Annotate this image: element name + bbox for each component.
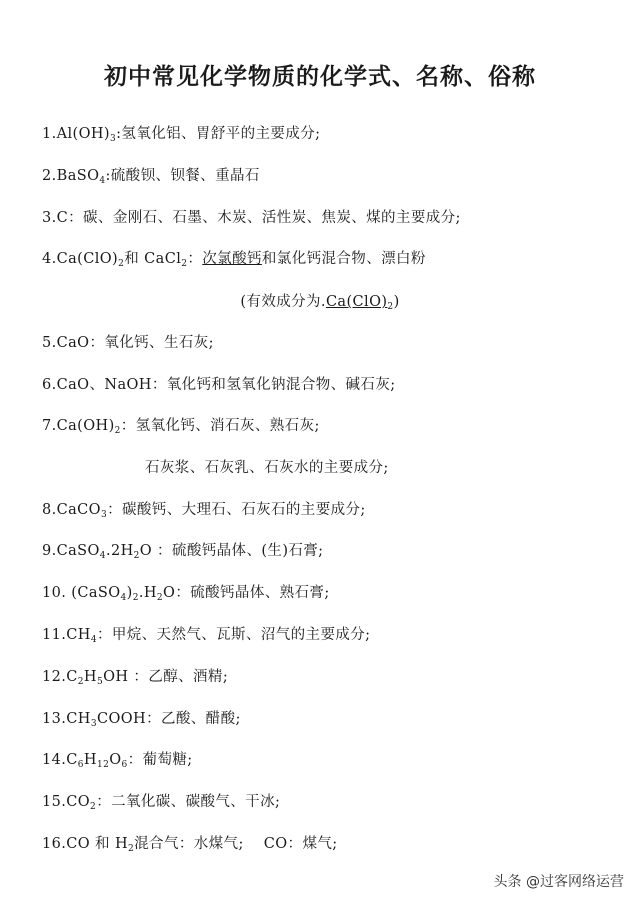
underlined-formula (326, 294, 394, 310)
line-text: .2H (105, 543, 134, 559)
line-text: O (109, 752, 122, 768)
list-item (42, 124, 320, 144)
list-item (42, 166, 260, 186)
list-item (42, 541, 323, 561)
subscript-text: 2 (132, 593, 139, 603)
list-item (42, 667, 228, 687)
subscript-text: 5 (96, 677, 104, 687)
list-item (42, 792, 280, 812)
list-item (42, 416, 320, 436)
list-item-continuation (145, 458, 389, 478)
subscript-text: 2 (128, 844, 135, 854)
line-text: 8.CaCO (42, 502, 101, 518)
line-text: ) (393, 294, 400, 310)
list-item (42, 750, 193, 770)
line-text: 7.Ca(OH) (42, 418, 115, 434)
list-item (42, 333, 214, 353)
line-text: 12.C (42, 669, 78, 685)
subscript-text: 6 (77, 760, 84, 770)
watermark: 头条 @过客网络运营 (493, 874, 624, 890)
line-text: O：硫酸钙晶体、熟石膏; (163, 585, 330, 601)
list-item-note (0, 292, 640, 312)
line-text: 和 CaCl (124, 251, 182, 267)
line-text: 13.CH (42, 711, 91, 727)
subscript-text: 2 (156, 593, 164, 603)
line-text: 4.Ca(ClO) (42, 251, 119, 267)
line-text: ：二氧化碳、碳酸气、干冰; (96, 794, 281, 810)
subscript-text: 4 (99, 176, 106, 186)
list-item (42, 625, 370, 645)
line-text: 16.CO 和 H (42, 836, 129, 852)
line-text: 混合气：水煤气; CO：煤气; (134, 836, 338, 852)
line-text: ) (126, 585, 133, 601)
subscript-text: 2 (77, 677, 84, 687)
line-text: 9.CaSO (42, 543, 100, 559)
line-text: .H (138, 585, 157, 601)
subscript-text: 2 (90, 802, 97, 812)
subscript-text: 3 (90, 719, 97, 729)
subscript-text: 2 (133, 551, 140, 561)
subscript-text: 3 (100, 510, 108, 520)
line-text: 6.CaO、NaOH：氧化钙和氢氧化钠混合物、碱石灰; (42, 377, 396, 393)
line-text: COOH：乙酸、醋酸; (96, 711, 241, 727)
line-text: 11.CH (42, 627, 91, 643)
subscript-text: 2 (114, 426, 121, 436)
list-item (42, 208, 461, 228)
line-text: OH ：乙醇、酒精; (103, 669, 229, 685)
line-text: O ：硫酸钙晶体、(生)石膏; (139, 543, 324, 559)
page-title: 初中常见化学物质的化学式、名称、俗称 (104, 64, 536, 90)
underlined-term: 次氯酸钙 (202, 251, 262, 267)
subscript-text: 4 (120, 593, 127, 603)
subscript-text: 4 (90, 635, 97, 645)
list-item (42, 583, 330, 603)
line-text: 石灰浆、石灰乳、石灰水的主要成分; (145, 460, 389, 476)
line-text: H (83, 752, 97, 768)
line-text: 5.CaO：氧化钙、生石灰; (42, 335, 214, 351)
subscript-text: 3 (110, 134, 117, 144)
line-text: 3.C：碳、金刚石、石墨、木炭、活性炭、焦炭、煤的主要成分; (42, 210, 461, 226)
line-text: ：氢氧化钙、消石灰、熟石灰; (120, 418, 320, 434)
list-item (42, 375, 396, 395)
line-text: H (83, 669, 97, 685)
line-text: ：葡萄糖; (127, 752, 193, 768)
list-item (42, 500, 366, 520)
list-item (42, 249, 426, 269)
line-text: ： (187, 251, 203, 267)
line-text: 14.C (42, 752, 78, 768)
list-item (42, 834, 338, 854)
line-text: ：碳酸钙、大理石、石灰石的主要成分; (107, 502, 366, 518)
subscript-text: 12 (96, 760, 110, 770)
line-text: 2.BaSO (42, 168, 100, 184)
line-text: 10. (CaSO (42, 585, 121, 601)
line-text: :氢氧化铝、胃舒平的主要成分; (116, 126, 321, 142)
subscript-text: 4 (99, 551, 106, 561)
line-text: 15.CO (42, 794, 91, 810)
subscript-text: 2 (387, 302, 394, 312)
line-text: 1.Al(OH) (42, 126, 110, 142)
line-text: (有效成分为. (240, 294, 326, 310)
line-text: 和氯化钙混合物、漂白粉 (261, 251, 426, 267)
subscript-text: 2 (118, 259, 125, 269)
subscript-text: 2 (181, 259, 188, 269)
subscript-text: 6 (121, 760, 128, 770)
list-item (42, 709, 241, 729)
line-text: ：甲烷、天然气、瓦斯、沼气的主要成分; (96, 627, 371, 643)
line-text: :硫酸钡、钡餐、重晶石 (105, 168, 260, 184)
line-text: Ca(ClO) (325, 294, 388, 310)
